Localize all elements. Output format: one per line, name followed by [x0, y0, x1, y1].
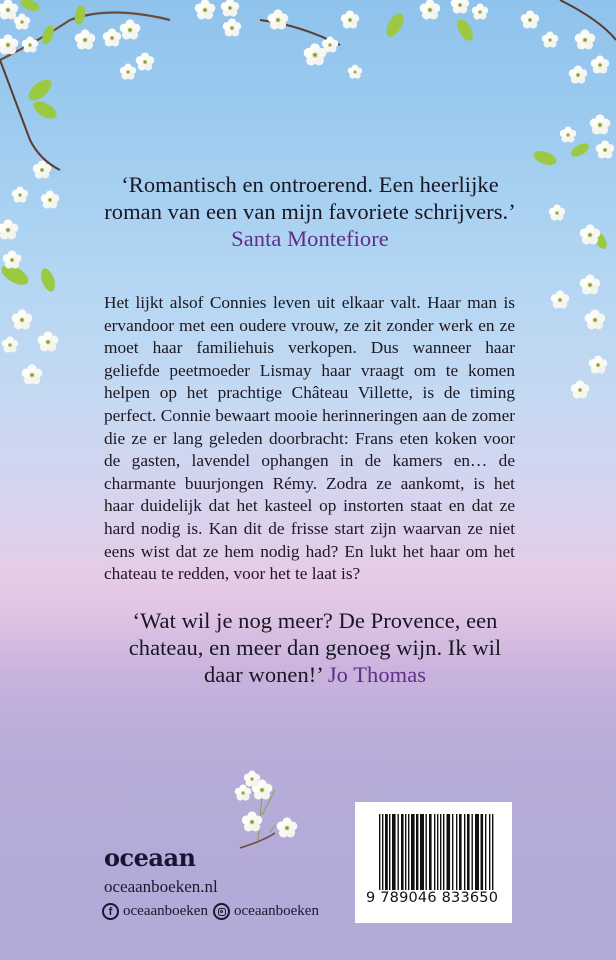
isbn-barcode: [355, 802, 512, 923]
facebook-icon: f: [102, 903, 119, 920]
instagram-link[interactable]: [213, 903, 319, 920]
publisher-logo: oceaan: [104, 843, 196, 872]
barcode-icon: [379, 814, 495, 902]
publisher-website-link[interactable]: oceaanboeken.nl: [104, 877, 218, 896]
quote-1-line-1: ‘Romantisch en ontroerend. Een heerlijke: [121, 172, 499, 197]
quote-2-author: Jo Thomas: [327, 662, 427, 687]
facebook-link[interactable]: [102, 903, 208, 920]
quote-1-author: Santa Montefiore: [231, 226, 389, 251]
endorsement-quote-2: [110, 607, 520, 688]
endorsement-quote-1: [90, 171, 530, 252]
quote-2-line-3: daar wonen!’: [203, 662, 323, 687]
quote-2-line-2: chateau, en meer dan genoeg wijn. Ik wil: [128, 635, 502, 660]
instagram-icon: [213, 903, 230, 920]
quote-1-line-2: roman van een van mijn favoriete schrijvers.’: [104, 199, 516, 224]
quote-2-line-3-wrap: [110, 661, 520, 688]
instagram-handle: oceaanboeken: [234, 903, 319, 919]
facebook-handle: oceaanboeken: [123, 903, 208, 919]
isbn-number: 9 789046 833650: [366, 890, 499, 906]
quote-2-line-1: ‘Wat wil je nog meer? De Provence, een: [132, 608, 498, 633]
book-blurb: [104, 292, 515, 586]
blurb-text: Het lijkt alsof Connies leven uit elkaar valt. Haar man is ervandoor met een oudere vrouw, ze zit zonder werk en ze moet haar familiehuis verkopen. Dus wanneer haar geliefde peetmoeder Lismay haar vraagt om te komen helpen op het prachtige Château Villette, is de timing perfect. Connie bewaart mooie herinneringen aan de zomer die ze er lang geleden doorbracht: Frans eten koken voor de gasten, lavendel ophangen in de kamers en… de charmante buurjongen Rémy. Zodra ze aankomt, is het haar duidelijk dat het kasteel op instorten staat en dat ze hard nodig is. Kan dit de frisse start zijn waarvan ze niet eens wist dat ze hem nodig had? En lukt het haar om het chateau te redden, voor het te laat is?: [104, 293, 515, 584]
